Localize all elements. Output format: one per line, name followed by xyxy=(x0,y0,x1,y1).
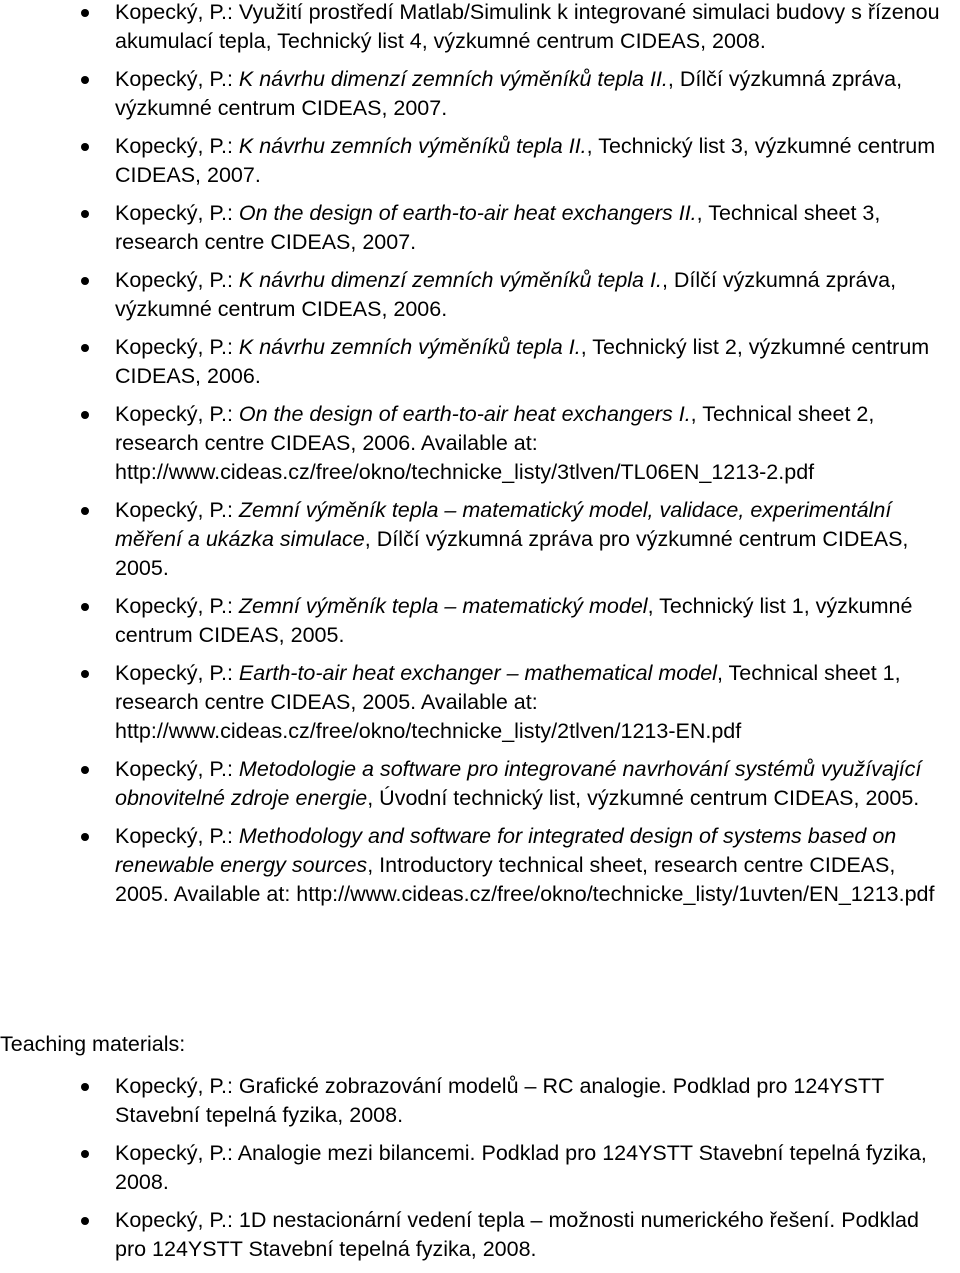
ref-details: , Technical sheet 3, research centre CIDEAS, 2007. xyxy=(115,201,881,254)
teaching-list xyxy=(0,1072,960,1273)
list-item: Kopecký, P.: On the design of earth-to-air heat exchangers I., Technical sheet 2, research centre CIDEAS, 2006. Available at: http://www.cideas.cz/free/okno/technicke_listy/3tlven/TL06EN_1213-2.pdf xyxy=(0,400,960,487)
list-item: Kopecký, P.: Metodologie a software pro integrované navrhování systémů využívající obnovitelné zdroje energie, Úvodní technický list, výzkumné centrum CIDEAS, 2005. xyxy=(0,755,960,813)
list-item: Kopecký, P.: K návrhu zemních výměníků tepla I., Technický list 2, výzkumné centrum CIDEAS, 2006. xyxy=(0,333,960,391)
bullet-icon xyxy=(81,833,89,841)
ref-details: , Technický list 3, výzkumné centrum CIDEAS, 2007. xyxy=(115,134,936,187)
bullet-icon xyxy=(81,1150,89,1158)
list-item: Kopecký, P.: Analogie mezi bilancemi. Podklad pro 124YSTT Stavební tepelná fyzika, 2008. xyxy=(0,1139,960,1197)
bullet-icon xyxy=(81,344,89,352)
ref-author: Kopecký, P. xyxy=(115,0,227,24)
ref-details: , Dílčí výzkumná zpráva, výzkumné centrum CIDEAS, 2007. xyxy=(115,67,903,120)
bullet-icon xyxy=(81,1083,89,1091)
section-heading: Teaching materials: xyxy=(0,1032,186,1056)
bullet-icon xyxy=(81,670,89,678)
ref-details: , Technical sheet 1, research centre CIDEAS, 2005. Available at: http://www.cideas.cz/free/okno/technicke_listy/2tlven/1213-EN.pdf xyxy=(115,661,901,743)
ref-author: Kopecký, P. xyxy=(115,268,227,292)
bullet-icon xyxy=(81,210,89,218)
ref-author: Kopecký, P. xyxy=(115,402,227,426)
list-item: Kopecký, P.: Earth-to-air heat exchanger – mathematical model, Technical sheet 1, research centre CIDEAS, 2005. Available at: http://www.cideas.cz/free/okno/technicke_listy/2tlven/1213-EN.pdf xyxy=(0,659,960,746)
ref-author: Kopecký, P. xyxy=(115,1208,227,1232)
ref-details: Analogie mezi bilancemi. Podklad pro 124YSTT Stavební tepelná fyzika, 2008. xyxy=(115,1141,927,1194)
ref-details: , Dílčí výzkumná zpráva, výzkumné centrum CIDEAS, 2006. xyxy=(115,268,897,321)
bullet-icon xyxy=(81,277,89,285)
ref-title: Earth-to-air heat exchanger – mathematical model xyxy=(238,661,717,685)
ref-title: On the design of earth-to-air heat exchangers I. xyxy=(238,402,691,426)
list-item: Kopecký, P.: Methodology and software for integrated design of systems based on renewable energy sources, Introductory technical sheet, research centre CIDEAS, 2005. Available at: http://www.cideas.cz/free/okno/technicke_listy/1uvten/EN_1213.pdf xyxy=(0,822,960,909)
ref-details: , Dílčí výzkumná zpráva pro výzkumné centrum CIDEAS, 2005. xyxy=(115,527,909,580)
ref-author: Kopecký, P. xyxy=(115,1141,227,1165)
ref-details: 1D nestacionární vedení tepla – možnosti numerického řešení. Podklad pro 124YSTT Stavební tepelná fyzika, 2008. xyxy=(115,1208,919,1261)
bullet-icon xyxy=(81,76,89,84)
ref-author: Kopecký, P. xyxy=(115,201,227,225)
ref-title: K návrhu dimenzí zemních výměníků tepla II. xyxy=(238,67,668,91)
ref-title: K návrhu zemních výměníků tepla II. xyxy=(238,134,587,158)
ref-author: Kopecký, P. xyxy=(115,824,227,848)
ref-title: On the design of earth-to-air heat exchangers II. xyxy=(238,201,697,225)
ref-author: Kopecký, P. xyxy=(115,594,227,618)
list-item: Kopecký, P.: K návrhu zemních výměníků tepla II., Technický list 3, výzkumné centrum CIDEAS, 2007. xyxy=(0,132,960,190)
list-item: Kopecký, P.: K návrhu dimenzí zemních výměníků tepla II., Dílčí výzkumná zpráva, výzkumné centrum CIDEAS, 2007. xyxy=(0,65,960,123)
bullet-icon xyxy=(81,9,89,17)
ref-author: Kopecký, P. xyxy=(115,498,227,522)
ref-details: , Technical sheet 2, research centre CIDEAS, 2006. Available at: http://www.cideas.cz/free/okno/technicke_listy/3tlven/TL06EN_1213-2.pdf xyxy=(115,402,875,484)
ref-title: Zemní výměník tepla – matematický model, validace, experimentální měření a ukázka simulace xyxy=(115,498,892,551)
list-item: Kopecký, P.: K návrhu dimenzí zemních výměníků tepla I., Dílčí výzkumná zpráva, výzkumné centrum CIDEAS, 2006. xyxy=(0,266,960,324)
bullet-icon xyxy=(81,411,89,419)
bullet-icon xyxy=(81,766,89,774)
list-item: Kopecký, P.: Zemní výměník tepla – matematický model, validace, experimentální měření a ukázka simulace, Dílčí výzkumná zpráva pro výzkumné centrum CIDEAS, 2005. xyxy=(0,496,960,583)
ref-author: Kopecký, P. xyxy=(115,335,227,359)
bullet-icon xyxy=(81,507,89,515)
list-item: Kopecký, P.: Zemní výměník tepla – matematický model, Technický list 1, výzkumné centrum CIDEAS, 2005. xyxy=(0,592,960,650)
bullet-icon xyxy=(81,143,89,151)
list-item: Kopecký, P.: 1D nestacionární vedení tepla – možnosti numerického řešení. Podklad pro 124YSTT Stavební tepelná fyzika, 2008. xyxy=(0,1206,960,1264)
ref-details: , Technický list 1, výzkumné centrum CIDEAS, 2005. xyxy=(115,594,913,647)
ref-author: Kopecký, P. xyxy=(115,757,227,781)
ref-title: K návrhu dimenzí zemních výměníků tepla I. xyxy=(238,268,662,292)
ref-title: Zemní výměník tepla – matematický model xyxy=(238,594,648,618)
ref-details: , Úvodní technický list, výzkumné centrum CIDEAS, 2005. xyxy=(367,786,920,810)
ref-details: Využití prostředí Matlab/Simulink k integrované simulaci budovy s řízenou akumulací tepla, Technický list 4, výzkumné centrum CIDEAS, 2008. xyxy=(115,0,940,53)
ref-author: Kopecký, P. xyxy=(115,1074,227,1098)
bullet-icon xyxy=(81,1217,89,1225)
ref-author: Kopecký, P. xyxy=(115,134,227,158)
list-item: Kopecký, P.: Grafické zobrazování modelů – RC analogie. Podklad pro 124YSTT Stavební tepelná fyzika, 2008. xyxy=(0,1072,960,1130)
ref-details: , Technický list 2, výzkumné centrum CIDEAS, 2006. xyxy=(115,335,930,388)
ref-author: Kopecký, P. xyxy=(115,661,227,685)
bullet-icon xyxy=(81,603,89,611)
ref-title: Metodologie a software pro integrované navrhování systémů využívající obnovitelné zdroje energie xyxy=(115,757,922,810)
ref-title: Methodology and software for integrated design of systems based on renewable energy sources xyxy=(115,824,897,877)
ref-author: Kopecký, P. xyxy=(115,67,227,91)
ref-details: Grafické zobrazování modelů – RC analogie. Podklad pro 124YSTT Stavební tepelná fyzika, 2008. xyxy=(115,1074,884,1127)
ref-details: , Introductory technical sheet, research centre CIDEAS, 2005. Available at: http://www.cideas.cz/free/okno/technicke_listy/1uvten/EN_1213.pdf xyxy=(115,853,935,906)
list-item: Kopecký, P.: On the design of earth-to-air heat exchangers II., Technical sheet 3, research centre CIDEAS, 2007. xyxy=(0,199,960,257)
list-item: Kopecký, P.: Využití prostředí Matlab/Simulink k integrované simulaci budovy s řízenou akumulací tepla, Technický list 4, výzkumné centrum CIDEAS, 2008. xyxy=(0,0,960,56)
ref-title: K návrhu zemních výměníků tepla I. xyxy=(238,335,581,359)
